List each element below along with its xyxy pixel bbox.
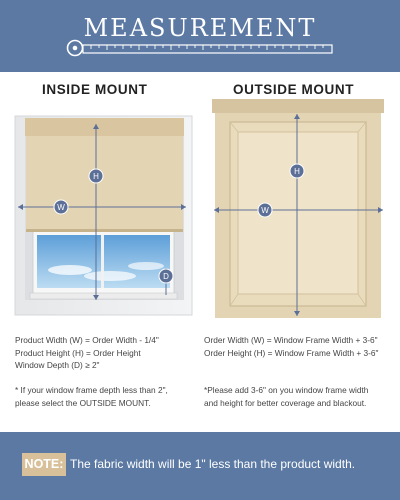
- outside-formula-height: Order Height (H) = Window Frame Width + 3-6": [204, 347, 379, 358]
- inside-note-line: * If your window frame depth less than 2",: [15, 385, 168, 395]
- outside-note-line: *Please add 3-6" on you window frame width: [204, 385, 369, 395]
- note-label: NOTE:: [24, 457, 64, 471]
- outside-formula-width: Order Width (W) = Window Frame Width + 3-6": [204, 335, 378, 345]
- inside-mount-title: INSIDE MOUNT: [42, 82, 148, 97]
- outside-note: [204, 384, 368, 409]
- outside-note-line: and height for better coverage and blackout.: [204, 397, 367, 408]
- inside-formula-height: Product Height (H) = Order Height: [15, 347, 141, 358]
- note-text: The fabric width will be 1" less than the product width.: [70, 457, 356, 471]
- inside-note: [15, 384, 168, 409]
- inside-formula-width: Product Width (W) = Order Width - 1/4": [15, 335, 159, 345]
- outside-formulas: [204, 334, 378, 359]
- outside-w-label: W: [261, 206, 269, 215]
- mount-illustrations: [0, 92, 400, 322]
- page-title: MEASUREMENT: [83, 14, 317, 42]
- outside-mount-illustration: [212, 99, 384, 318]
- inside-w-label: W: [57, 203, 65, 212]
- inside-mount-illustration: [15, 116, 192, 315]
- outside-h-label: H: [294, 167, 300, 176]
- outside-mount-title: OUTSIDE MOUNT: [233, 82, 355, 97]
- inside-note-line: please select the OUTSIDE MOUNT.: [15, 397, 151, 408]
- tape-measure-icon: [66, 38, 334, 58]
- inside-h-label: H: [93, 172, 99, 181]
- inside-formula-depth: Window Depth (D) ≥ 2": [15, 360, 100, 370]
- inside-d-label: D: [163, 272, 169, 281]
- inside-formulas: [15, 334, 159, 372]
